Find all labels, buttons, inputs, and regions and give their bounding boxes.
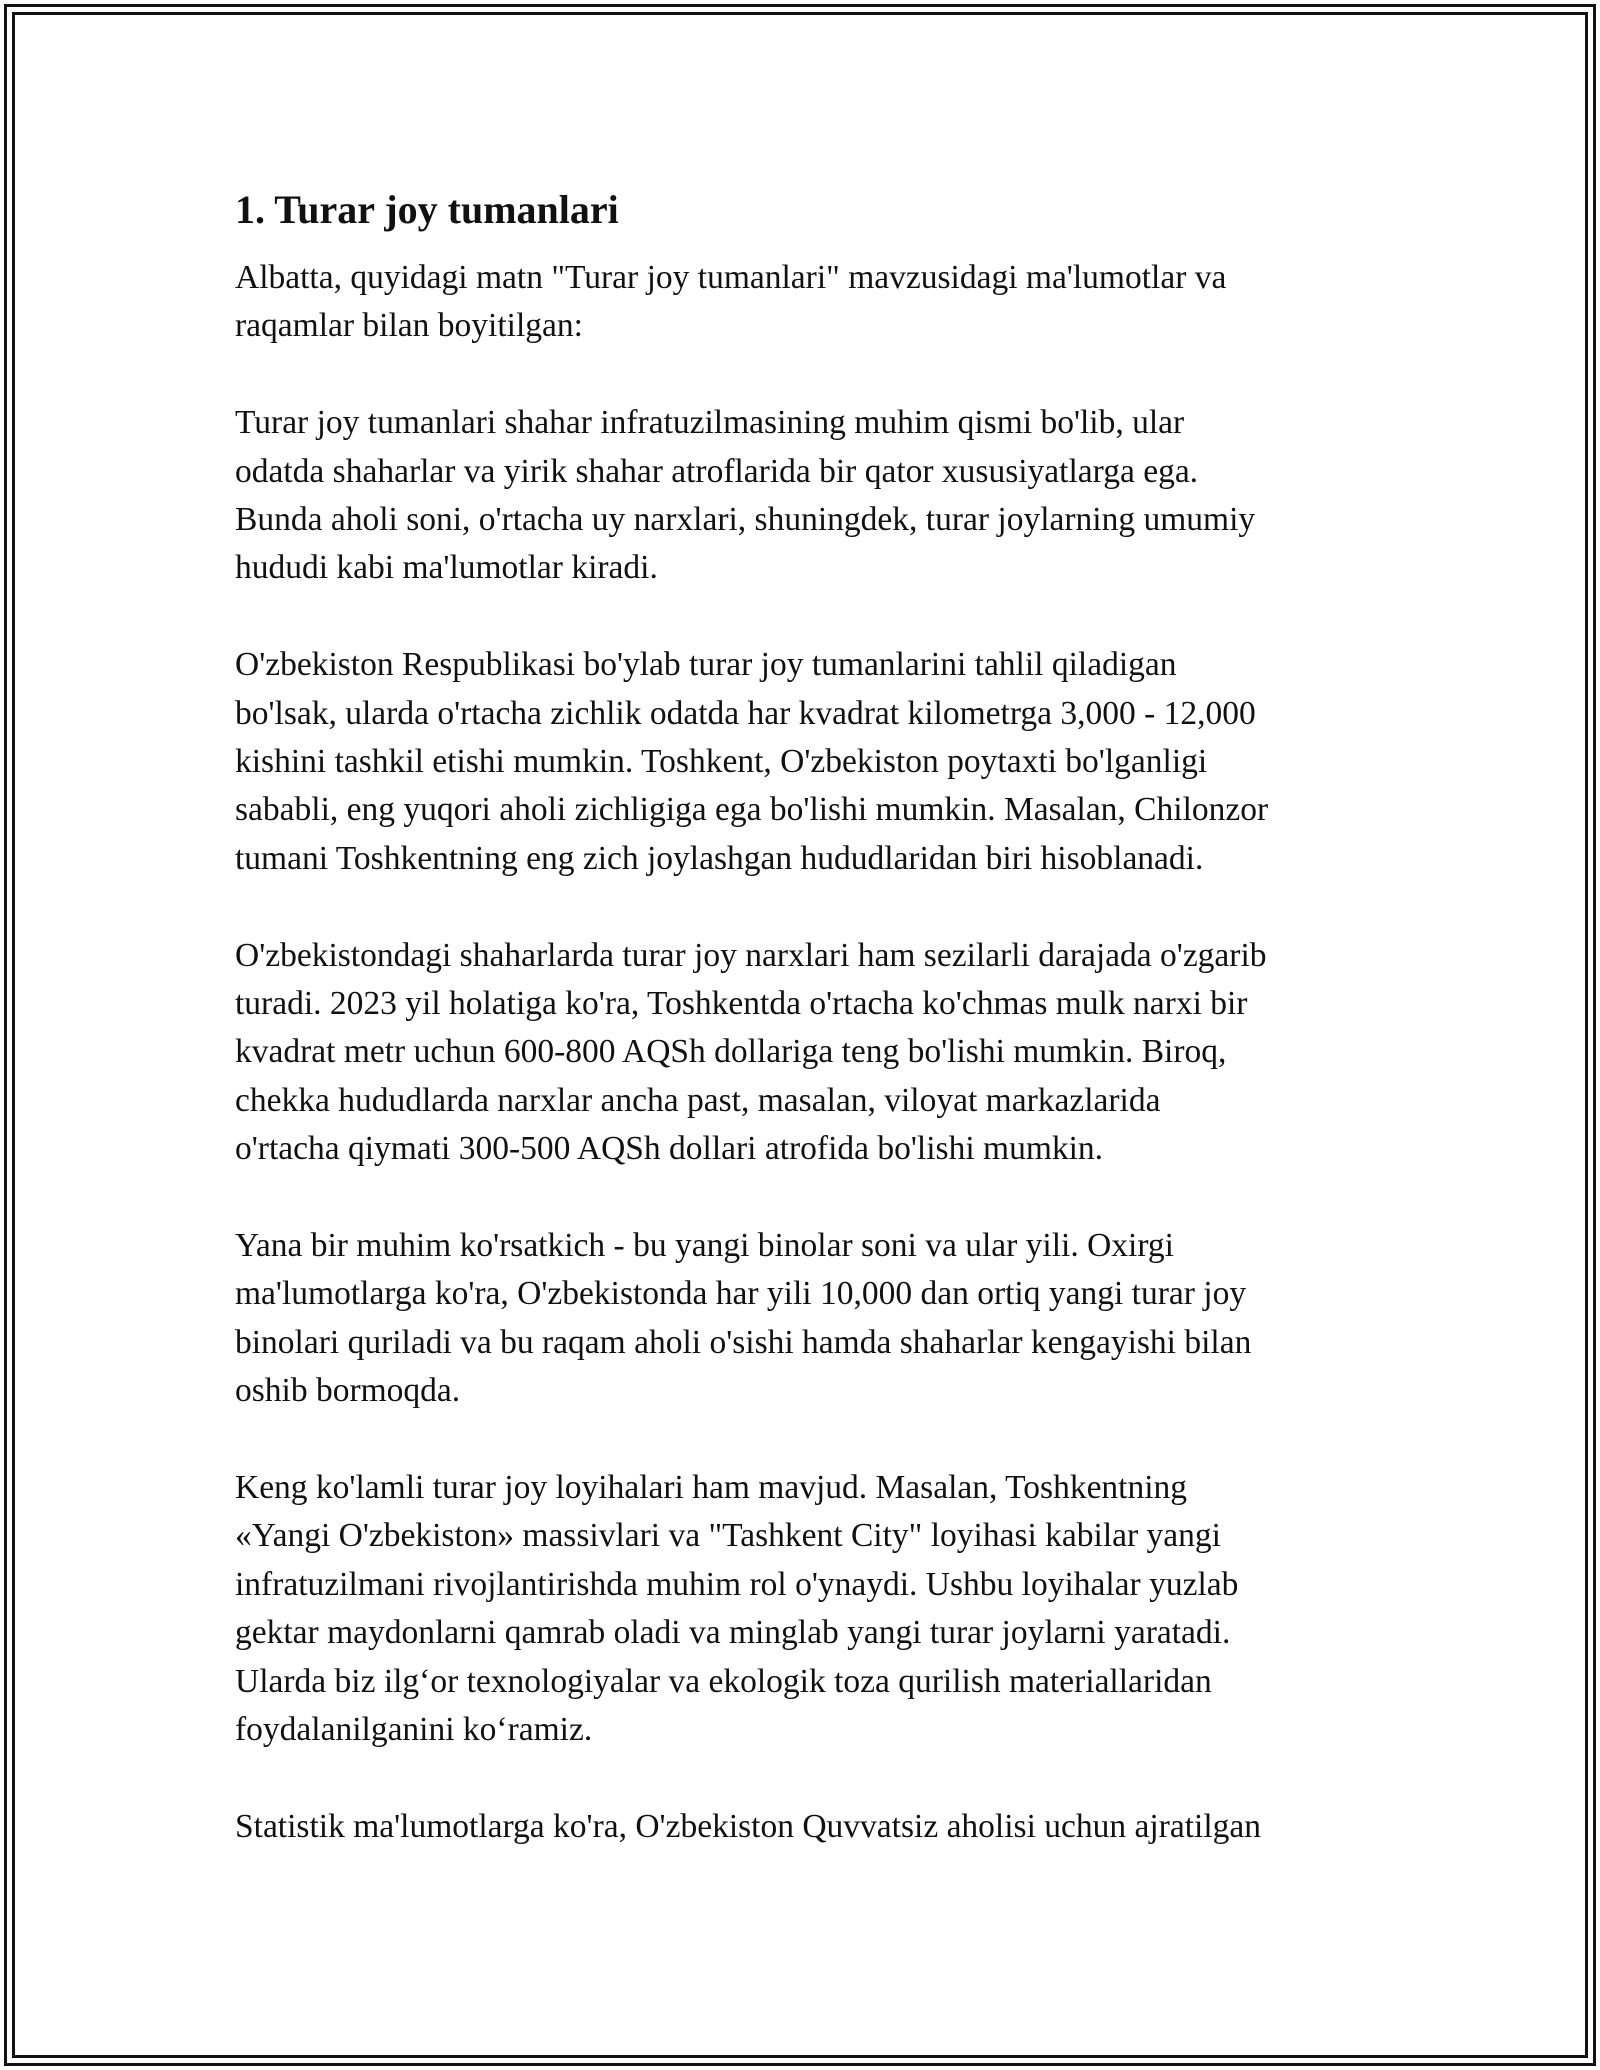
paragraph — [235, 1464, 1375, 1754]
paragraph-line: chekka hududlarda narxlar ancha past, masalan, viloyat markazlarida — [235, 1081, 1161, 1119]
paragraph-line: raqamlar bilan boyitilgan: — [235, 307, 583, 345]
paragraph-line: «Yangi O'zbekiston» massivlari va "Tashkent City" loyihasi kabilar yangi — [235, 1517, 1221, 1555]
paragraph-line: sababli, eng yuqori aholi zichligiga ega bo'lishi mumkin. Masalan, Chilonzor — [235, 791, 1269, 829]
paragraph-line: binolari quriladi va bu raqam aholi o'sishi hamda shaharlar kengayishi bilan — [235, 1323, 1252, 1361]
paragraph-line: Bunda aholi soni, o'rtacha uy narxlari, shuningdek, turar joylarning umumiy — [235, 501, 1256, 539]
paragraph-line: foydalanilganini ko‘ramiz. — [235, 1711, 593, 1749]
paragraph-list — [235, 254, 1375, 1851]
paragraph-line: ma'lumotlarga ko'ra, O'zbekistonda har yili 10,000 dan ortiq yangi turar joy — [235, 1275, 1247, 1313]
paragraph-line: tumani Toshkentning eng zich joylashgan hududlaridan biri hisoblanadi. — [235, 839, 1204, 877]
paragraph — [235, 1803, 1375, 1851]
paragraph-line: kishini tashkil etishi mumkin. Toshkent, O'zbekiston poytaxti bo'lganligi — [235, 743, 1208, 781]
paragraph-line: oshib bormoqda. — [235, 1372, 461, 1410]
paragraph — [235, 641, 1375, 883]
paragraph-line: gektar maydonlarni qamrab oladi va minglab yangi turar joylarni yaratadi. — [235, 1614, 1231, 1652]
paragraph-line: Turar joy tumanlari shahar infratuzilmasining muhim qismi bo'lib, ular — [235, 404, 1185, 442]
paragraph-line: Ularda biz ilg‘or texnologiyalar va ekologik toza qurilish materiallaridan — [235, 1662, 1212, 1700]
paragraph-line: Albatta, quyidagi matn "Turar joy tumanlari" mavzusidagi ma'lumotlar va — [235, 259, 1227, 296]
paragraph-line: kvadrat metr uchun 600-800 AQSh dollariga teng bo'lishi mumkin. Biroq, — [235, 1033, 1227, 1071]
paragraph-line: O'zbekiston Respublikasi bo'ylab turar joy tumanlarini tahlil qiladigan — [235, 646, 1177, 684]
paragraph-line: Statistik ma'lumotlarga ko'ra, O'zbekiston Quvvatsiz aholisi uchun ajratilgan — [235, 1807, 1262, 1845]
paragraph-line: bo'lsak, ularda o'rtacha zichlik odatda har kvadrat kilometrga 3,000 - 12,000 — [235, 694, 1256, 732]
paragraph-line: hududi kabi ma'lumotlar kiradi. — [235, 549, 658, 587]
paragraph — [235, 932, 1375, 1174]
paragraph-line: O'zbekistondagi shaharlarda turar joy narxlari ham sezilarli darajada o'zgarib — [235, 936, 1267, 974]
paragraph — [235, 399, 1375, 593]
paragraph-line: turadi. 2023 yil holatiga ko'ra, Toshkentda o'rtacha ko'chmas mulk narxi bir — [235, 985, 1248, 1023]
paragraph-line: o'rtacha qiymati 300-500 AQSh dollari atrofida bo'lishi mumkin. — [235, 1130, 1104, 1168]
document-body — [235, 186, 1375, 1900]
paragraph-line: Keng ko'lamli turar joy loyihalari ham mavjud. Masalan, Toshkentning — [235, 1469, 1188, 1507]
paragraph-line: infratuzilmani rivojlantirishda muhim rol o'ynaydi. Ushbu loyihalar yuzlab — [235, 1565, 1239, 1603]
paragraph — [235, 1222, 1375, 1416]
paragraph — [235, 254, 1375, 351]
paragraph-line: odatda shaharlar va yirik shahar atroflarida bir qator xususiyatlarga ega. — [235, 452, 1199, 490]
paragraph-line: Yana bir muhim ko'rsatkich - bu yangi binolar soni va ular yili. Oxirgi — [235, 1227, 1174, 1265]
section-heading: 1. Turar joy tumanlari — [235, 187, 619, 232]
